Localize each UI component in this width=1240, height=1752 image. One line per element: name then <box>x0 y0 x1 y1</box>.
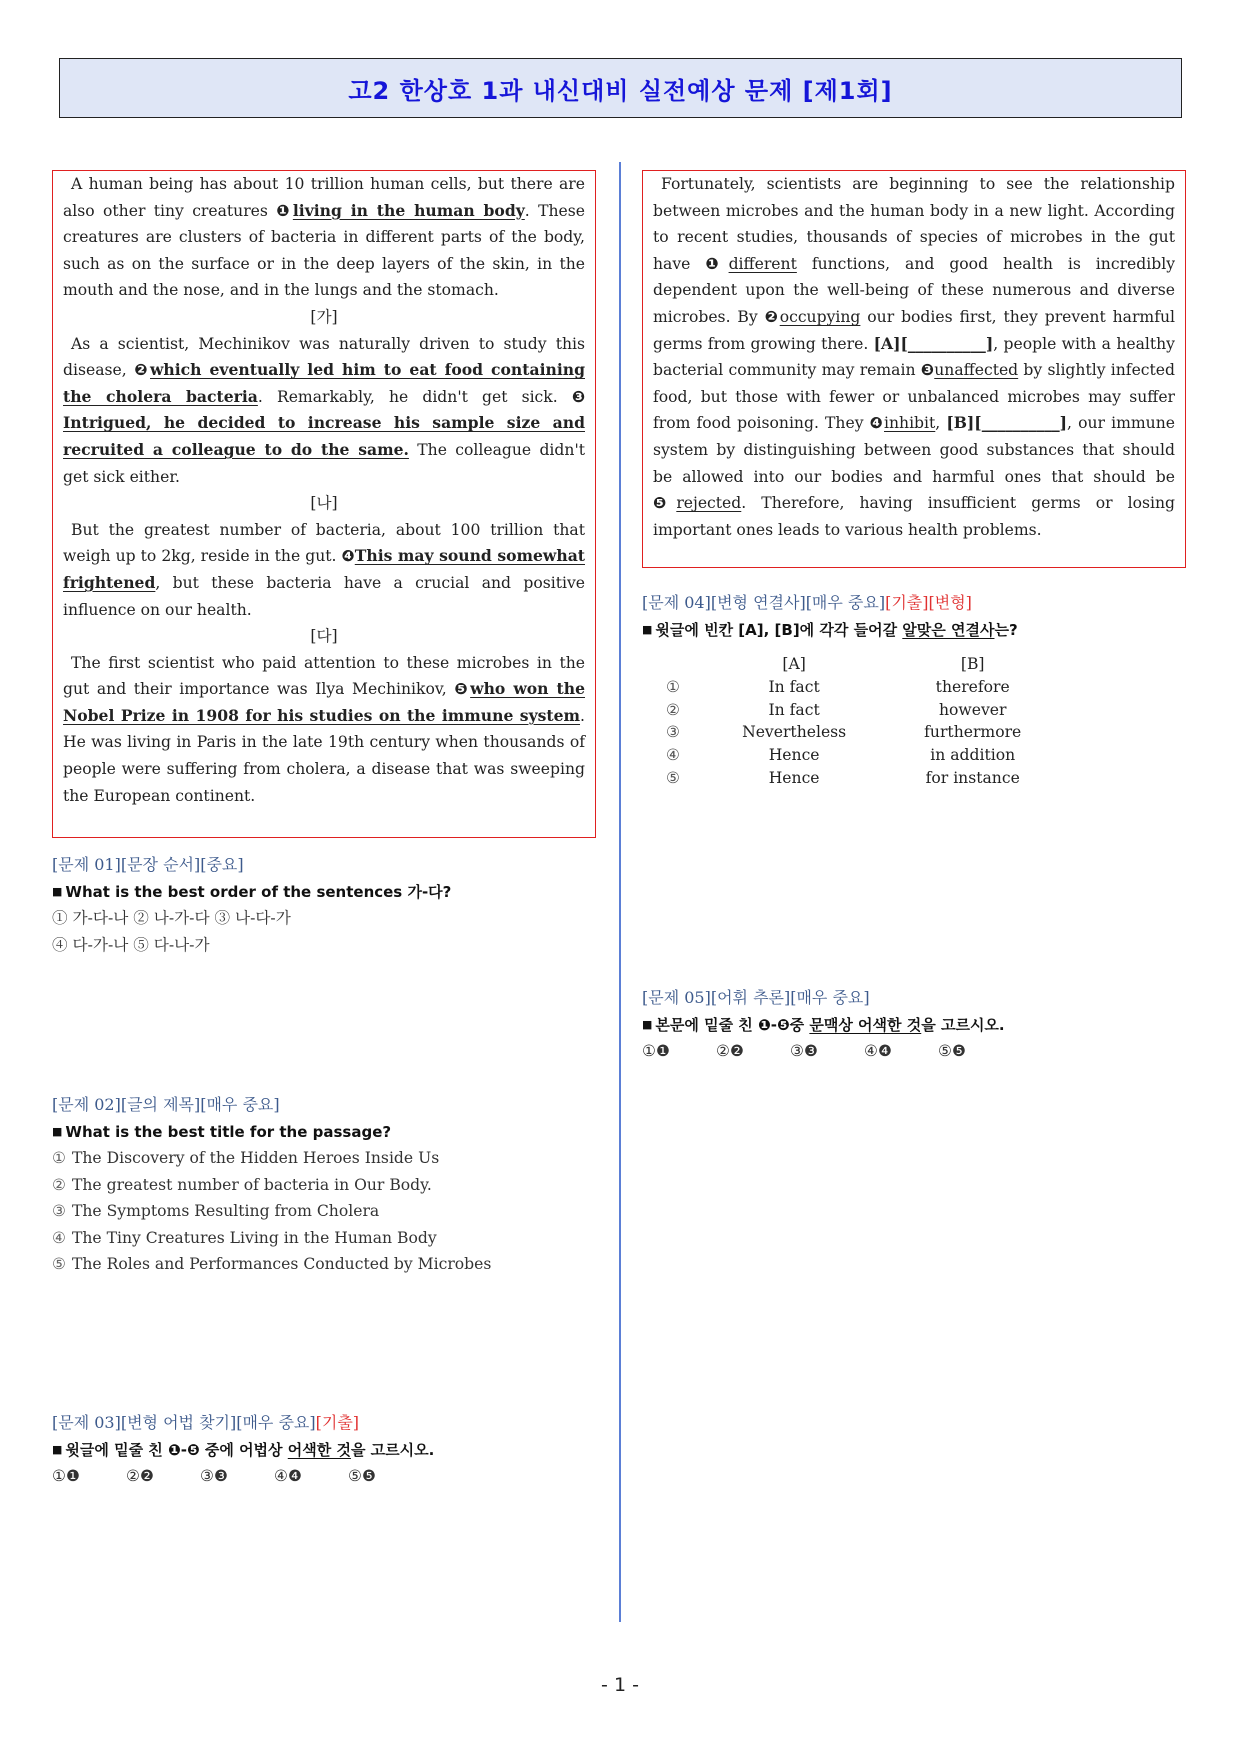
question-03 <box>52 1410 592 1490</box>
question-05-option-5[interactable]: ⑤❺ <box>938 1042 966 1060</box>
section-label-na: [나] <box>310 494 338 513</box>
question-03-option-4[interactable]: ④❹ <box>274 1467 302 1485</box>
connector-table-header: [A] [B] <box>782 655 985 673</box>
question-03-option-2[interactable]: ②❷ <box>126 1467 154 1485</box>
question-05-options <box>642 1038 1182 1065</box>
section-label-da: [다] <box>310 627 338 646</box>
question-04 <box>642 590 1182 790</box>
question-04-option-1[interactable]: ① In fact therefore <box>666 677 1010 696</box>
question-02-option-1[interactable]: ① The Discovery of the Hidden Heroes Inside Us <box>52 1149 440 1167</box>
question-02-header: [문제 02][글의 제목][매우 중요] <box>52 1095 280 1114</box>
question-01 <box>52 852 592 958</box>
passage-da: The first scientist who paid attention to these microbes in the gut and their importance was Ilya Mechinikov, ❺who won the Nobel Prize in 1908 for his studies on the immune system. He was living in Paris in the late 19th century when thousands of people were suffering from cholera, a disease that was sweeping the European continent. <box>63 653 585 805</box>
question-01-header: [문제 01][문장 순서][중요] <box>52 855 244 874</box>
question-04-stem: ■ 윗글에 빈칸 [A], [B]에 각각 들어갈 알맞은 연결사는? <box>642 620 1018 639</box>
question-03-stem: ■ 윗글에 밑줄 친 ❶-❺ 중에 어법상 어색한 것을 고르시오. <box>52 1440 435 1459</box>
question-02-stem: ■ What is the best title for the passage? <box>52 1122 392 1141</box>
question-03-option-5[interactable]: ⑤❺ <box>348 1467 376 1485</box>
question-02 <box>52 1092 592 1278</box>
passage-right <box>642 170 1186 568</box>
column-divider <box>619 162 621 1622</box>
section-label-ga: [가] <box>310 307 338 326</box>
question-05 <box>642 985 1182 1065</box>
question-05-option-2[interactable]: ②❷ <box>716 1042 744 1060</box>
right-column <box>642 170 1186 568</box>
passage-left <box>52 170 596 838</box>
question-04-option-2[interactable]: ② In fact however <box>666 700 1007 719</box>
question-01-stem: ■ What is the best order of the sentences 가-다? <box>52 882 452 901</box>
question-02-option-2[interactable]: ② The greatest number of bacteria in Our Body. <box>52 1175 432 1194</box>
question-03-option-1[interactable]: ①❶ <box>52 1467 80 1485</box>
question-03-options <box>52 1463 592 1490</box>
page-title: 고2 한상호 1과 내신대비 실전예상 문제 [제1회] <box>348 76 893 105</box>
question-05-option-1[interactable]: ①❶ <box>642 1042 670 1060</box>
question-04-option-4[interactable]: ④ Hence in addition <box>666 746 1016 765</box>
passage-ga: As a scientist, Mechinikov was naturally driven to study this disease, ❷which eventually led him to eat food containing the cholera bacteria. Remarkably, he didn't get sick. ❸ Intrigued, he decided to increase his sample size and recruited a colleague to do the same. The colleague didn't get sick either. <box>63 334 586 486</box>
question-04-option-5[interactable]: ⑤ Hence for instance <box>666 768 1020 787</box>
question-02-option-5[interactable]: ⑤ The Roles and Performances Conducted by Microbes <box>52 1255 492 1273</box>
question-03-option-3[interactable]: ③❸ <box>200 1467 228 1485</box>
connector-table <box>642 653 1062 790</box>
passage-right-text: Fortunately, scientists are beginning to see the relationship between microbes and the human body in a new light. According to recent studies, thousands of species of microbes in the gut have ❶different functions, and good health is incredibly dependent upon the well-being of these numerous and diverse microbes. By ❷occupying our bodies first, they prevent harmful germs from growing there. [A][__________], people with a healthy bacterial community may remain ❸unaffected by slightly infected food, but those with fewer or unbalanced microbes may suffer from food poisoning. They ❹inhibit, [B][__________], our immune system by distinguishing between good substances that should be allowed into our bodies and harmful ones that should be ❺rejected. Therefore, having insufficient germs or losing important ones leads to various health problems. <box>653 175 1176 539</box>
passage-na: But the greatest number of bacteria, about 100 trillion that weigh up to 2kg, reside in the gut. ❹This may sound somewhat frightened, but these bacteria have a crucial and positive influence on our health. <box>63 520 585 619</box>
question-03-header: [문제 03][변형 어법 찾기][매우 중요][기출] <box>52 1413 360 1432</box>
question-05-option-3[interactable]: ③❸ <box>790 1042 818 1060</box>
question-05-header: [문제 05][어휘 추론][매우 중요] <box>642 988 870 1007</box>
question-02-option-3[interactable]: ③ The Symptoms Resulting from Cholera <box>52 1202 380 1220</box>
passage-intro: A human being has about 10 trillion human cells, but there are also other tiny creatures ❶living in the human body. These creatures are clusters of bacteria in different parts of the body, such as on the surface or in the deep layers of the skin, in the mouth and the nose, and in the lungs and the stomach. <box>63 175 585 300</box>
left-column <box>52 170 596 838</box>
question-05-stem: ■ 본문에 밑줄 친 ❶-❺중 문맥상 어색한 것을 고르시오. <box>642 1015 1005 1034</box>
question-04-option-3[interactable]: ③ Nevertheless furthermore <box>666 723 1022 742</box>
question-02-option-4[interactable]: ④ The Tiny Creatures Living in the Human Body <box>52 1228 437 1247</box>
blank-b: [B][__________] <box>946 413 1068 433</box>
blank-a: [A][__________] <box>873 333 994 353</box>
question-05-option-4[interactable]: ④❹ <box>864 1042 892 1060</box>
page-title-box <box>59 58 1182 118</box>
question-01-options-row2[interactable]: ④ 다-가-나 ⑤ 다-나-가 <box>52 935 210 954</box>
question-04-header: [문제 04][변형 연결사][매우 중요][기출][변형] <box>642 593 972 612</box>
question-01-options-row1[interactable]: ① 가-다-나 ② 나-가-다 ③ 나-다-가 <box>52 909 291 927</box>
page-number: - 1 - <box>601 1674 639 1696</box>
